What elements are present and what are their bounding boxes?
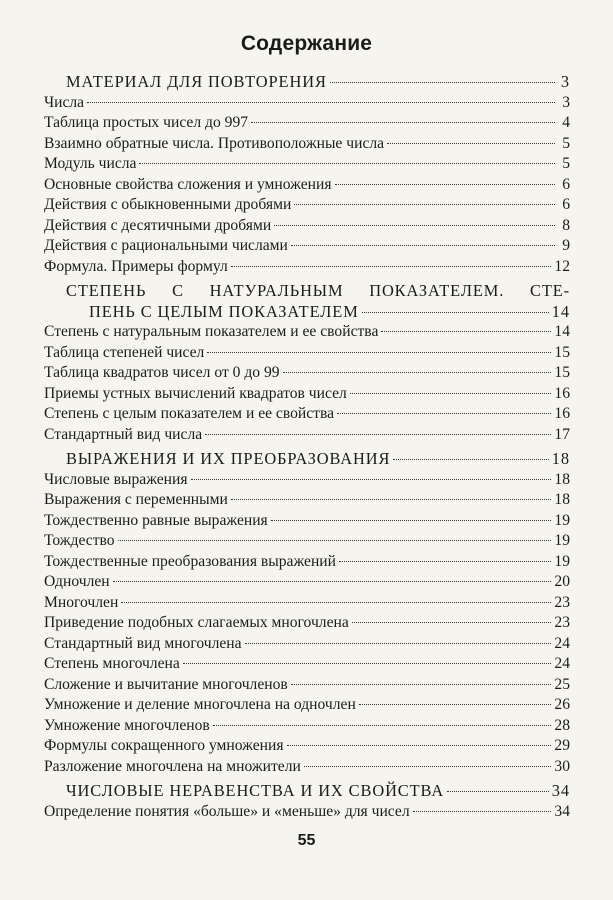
toc-entry[interactable] <box>44 154 570 175</box>
toc-entry[interactable] <box>44 425 570 446</box>
entry-title: Действия с обыкновенными дробями <box>44 196 292 213</box>
entry-title: Тождественные преобразования выражений <box>44 552 336 570</box>
toc-entry[interactable] <box>44 613 570 634</box>
toc-entry[interactable] <box>44 322 570 343</box>
section-page: 34 <box>551 781 570 800</box>
section-page: 3 <box>560 72 570 91</box>
toc-entry[interactable] <box>44 257 570 278</box>
dot-leader <box>251 122 555 123</box>
entry-title: Таблица простых чисел до 997 <box>44 114 249 131</box>
dot-leader <box>271 520 552 521</box>
entry-page: 24 <box>554 655 570 672</box>
toc-section-heading[interactable] <box>44 449 570 470</box>
entry-page: 26 <box>554 696 570 713</box>
dot-leader <box>183 663 552 664</box>
toc-entry[interactable] <box>44 675 570 696</box>
dot-leader <box>113 581 552 582</box>
toc-entry[interactable] <box>44 531 570 552</box>
dot-leader <box>207 352 551 353</box>
toc-entry[interactable] <box>44 757 570 778</box>
dot-leader <box>413 811 552 812</box>
entry-page: 24 <box>554 634 570 652</box>
entry-title: Степень многочлена <box>44 655 180 672</box>
entry-page: 16 <box>554 405 570 422</box>
dot-leader <box>335 184 555 185</box>
dot-leader <box>139 163 555 164</box>
entry-title: Основные свойства сложения и умножения <box>44 175 332 193</box>
table-of-contents <box>44 72 570 822</box>
section-page: 14 <box>551 301 570 321</box>
dot-leader <box>274 225 555 226</box>
entry-title: Модуль числа <box>44 155 137 172</box>
entry-page: 18 <box>554 470 570 488</box>
toc-entry[interactable] <box>44 175 570 196</box>
toc-entry[interactable] <box>44 695 570 716</box>
entry-title: Действия с десятичными дробями <box>44 216 272 234</box>
entry-page: 4 <box>562 114 570 131</box>
entry-title: Действия с рациональными числами <box>44 237 288 254</box>
dot-leader <box>118 540 552 541</box>
toc-entry[interactable] <box>44 113 570 134</box>
toc-entry[interactable] <box>44 384 570 405</box>
dot-leader <box>393 459 548 460</box>
entry-title: Разложение многочлена на множители <box>44 757 301 775</box>
toc-entry[interactable] <box>44 134 570 155</box>
dot-leader <box>291 245 555 246</box>
entry-page: 9 <box>562 237 570 254</box>
dot-leader <box>245 643 552 644</box>
entry-page: 6 <box>562 175 570 193</box>
entry-title: Стандартный вид многочлена <box>44 634 242 652</box>
page-title: Содержание <box>240 32 373 55</box>
toc-entry[interactable] <box>44 216 570 237</box>
dot-leader <box>337 413 551 414</box>
section-title: ВЫРАЖЕНИЯ И ИХ ПРЕОБРАЗОВАНИЯ <box>66 449 391 468</box>
entry-title: Умножение многочленов <box>44 716 210 734</box>
toc-entry[interactable] <box>44 593 570 614</box>
toc-entry[interactable] <box>44 654 570 675</box>
toc-entry[interactable] <box>44 93 570 114</box>
entry-title: Числовые выражения <box>44 470 188 488</box>
entry-page: 29 <box>554 737 570 754</box>
toc-entry[interactable] <box>44 552 570 573</box>
section-title: ЧИСЛОВЫЕ НЕРАВЕНСТВА И ИХ СВОЙСТВА <box>66 781 445 800</box>
entry-title: Стандартный вид числа <box>44 425 203 443</box>
toc-section-heading[interactable] <box>44 302 570 323</box>
dot-leader <box>362 312 549 313</box>
dot-leader <box>352 622 552 623</box>
dot-leader <box>447 791 549 792</box>
dot-leader <box>87 102 555 103</box>
entry-page: 18 <box>554 491 570 508</box>
entry-page: 23 <box>554 593 570 611</box>
section-title: МАТЕРИАЛ ДЛЯ ПОВТОРЕНИЯ <box>66 72 327 91</box>
entry-page: 34 <box>554 802 570 820</box>
entry-page: 30 <box>554 757 570 775</box>
dot-leader <box>121 602 551 603</box>
entry-page: 15 <box>554 364 570 381</box>
entry-page: 6 <box>562 196 570 213</box>
section-title-line2: ПЕНЬ С ЦЕЛЫМ ПОКАЗАТЕЛЕМ <box>89 301 359 321</box>
entry-title: Умножение и деление многочлена на одночлен <box>44 696 356 713</box>
dot-leader <box>213 725 552 726</box>
entry-title: Тождество <box>44 532 115 549</box>
dot-leader <box>304 766 552 767</box>
toc-entry[interactable] <box>44 716 570 737</box>
toc-entry[interactable] <box>44 363 570 384</box>
entry-page: 8 <box>562 216 570 234</box>
entry-title: Сложение и вычитание многочленов <box>44 675 288 693</box>
entry-title: Определение понятия «больше» и «меньше» для чисел <box>44 802 410 820</box>
entry-page: 23 <box>554 614 570 631</box>
entry-page: 25 <box>554 675 570 693</box>
section-title-line1[interactable]: СТЕПЕНЬ С НАТУРАЛЬНЫМ ПОКАЗАТЕЛЕМ. СТЕ- <box>66 281 570 300</box>
entry-title: Таблица квадратов чисел от 0 до 99 <box>44 364 280 381</box>
section-page: 18 <box>551 449 570 468</box>
dot-leader <box>283 372 552 373</box>
dot-leader <box>359 704 552 705</box>
entry-page: 15 <box>554 343 570 361</box>
entry-title: Взаимно обратные числа. Противоположные числа <box>44 134 385 152</box>
dot-leader <box>350 393 552 394</box>
entry-title: Приемы устных вычислений квадратов чисел <box>44 384 347 402</box>
toc-entry[interactable] <box>44 404 570 425</box>
dot-leader <box>231 499 552 500</box>
toc-entry[interactable] <box>44 634 570 655</box>
dot-leader <box>330 82 555 83</box>
dot-leader <box>231 266 552 267</box>
entry-page: 5 <box>562 134 570 152</box>
dot-leader <box>387 143 555 144</box>
dot-leader <box>205 434 551 435</box>
toc-entry[interactable] <box>44 736 570 757</box>
toc-entry[interactable] <box>44 802 570 823</box>
entry-page: 3 <box>562 93 570 111</box>
entry-title: Степень с целым показателем и ее свойства <box>44 405 335 422</box>
toc-section-heading[interactable] <box>44 72 570 93</box>
toc-entry[interactable] <box>44 490 570 511</box>
toc-entry[interactable] <box>44 236 570 257</box>
entry-page: 20 <box>554 573 570 590</box>
entry-page: 17 <box>554 425 570 443</box>
toc-entry[interactable] <box>44 343 570 364</box>
entry-page: 19 <box>554 552 570 570</box>
dot-leader <box>381 331 551 332</box>
toc-entry[interactable] <box>44 470 570 491</box>
entry-title: Выражения с переменными <box>44 491 228 508</box>
toc-entry[interactable] <box>44 195 570 216</box>
toc-section-heading[interactable] <box>44 781 570 802</box>
entry-page: 16 <box>554 384 570 402</box>
dot-leader <box>291 684 552 685</box>
entry-page: 19 <box>554 511 570 529</box>
toc-entry[interactable] <box>44 511 570 532</box>
page-number: 55 <box>297 832 316 849</box>
dot-leader <box>339 561 551 562</box>
dot-leader <box>294 204 555 205</box>
entry-title: Одночлен <box>44 573 110 590</box>
entry-title: Формула. Примеры формул <box>44 257 228 275</box>
entry-title: Степень с натуральным показателем и ее свойства <box>44 323 379 340</box>
entry-title: Многочлен <box>44 593 119 611</box>
entry-page: 19 <box>554 532 570 549</box>
entry-page: 14 <box>554 323 570 340</box>
entry-title: Приведение подобных слагаемых многочлена <box>44 614 349 631</box>
entry-page: 12 <box>554 257 570 275</box>
entry-page: 5 <box>562 155 570 172</box>
toc-entry[interactable] <box>44 572 570 593</box>
entry-title: Числа <box>44 93 85 111</box>
entry-title: Таблица степеней чисел <box>44 343 205 361</box>
dot-leader <box>191 479 552 480</box>
entry-title: Тождественно равные выражения <box>44 511 268 529</box>
dot-leader <box>287 745 552 746</box>
entry-page: 28 <box>554 716 570 734</box>
entry-title: Формулы сокращенного умножения <box>44 737 284 754</box>
